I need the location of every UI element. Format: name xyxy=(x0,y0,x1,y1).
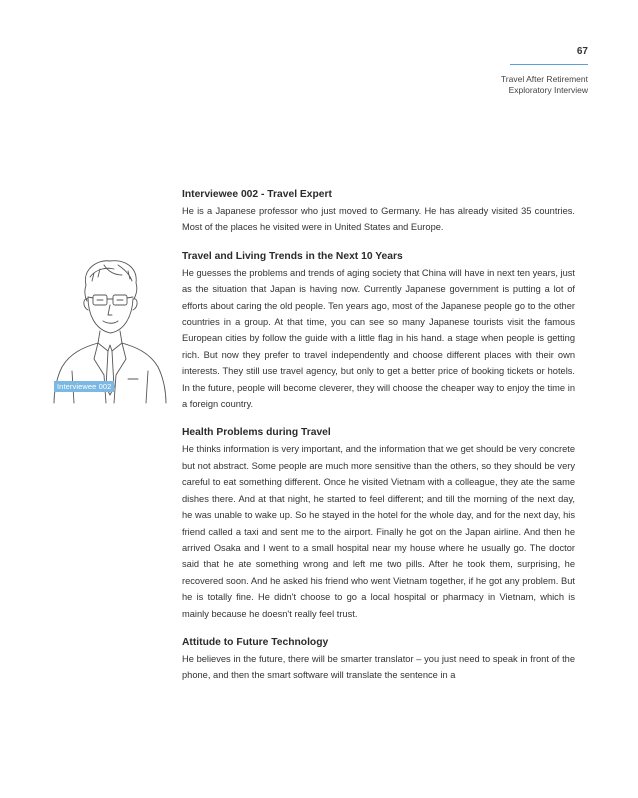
interview-content xyxy=(182,187,575,697)
section-travel-trends xyxy=(182,249,575,413)
section-title: Health Problems during Travel xyxy=(182,427,331,439)
section-future-technology xyxy=(182,635,575,684)
header-divider xyxy=(510,64,588,65)
header-title: Travel After Retirement xyxy=(500,74,588,84)
section-title: Attitude to Future Technology xyxy=(182,636,329,648)
section-interviewee-intro xyxy=(182,187,575,236)
portrait-label: Interviewee 002 xyxy=(54,381,114,392)
page-number: 67 xyxy=(576,46,588,57)
section-body: He is a Japanese professor who just moved to Germany. He has already visited 35 countries. Most of the places he visited were in United States and Europe. xyxy=(182,206,575,233)
section-health-problems xyxy=(182,425,575,621)
header-subtitle: Exploratory Interview xyxy=(508,85,588,95)
section-body: He thinks information is very important, and the information that we get should be very concrete but not abstract. Some people are much more sensitive than the others, so they should be very careful to eat something different. Once he visited Vietnam with a colleague, they ate the same dishes there. And at that night, he started to feel different; and till the morning of the next day, he was unable to wake up. So he stayed in the hotel for the whole day, and for the next day, his friend called a taxi and sent me to the airport. Finally he got on the Japan airline. And then he arrived Osaka and I went to a small hospital near my house where he usually go. The doctor said that he ate something wrong and left me two pills. After he took them, surprising, he recovered soon. And he asked his friend who went Vietnam together, if he got any problem. But he is totally fine. He didn't choose to go a local hospital or pharmacy in Vietnam, which is mainly because he doesn't really feel trust. xyxy=(182,444,575,619)
section-body: He believes in the future, there will be smarter translator – you just need to speak in front of the phone, and then the smart software will translate the sentence in a xyxy=(182,653,575,681)
page-header xyxy=(501,46,588,96)
section-title: Travel and Living Trends in the Next 10 Years xyxy=(182,250,403,262)
section-title: Interviewee 002 - Travel Expert xyxy=(182,189,332,200)
section-body: He guesses the problems and trends of aging society that China will have in next ten years, just as the situation that Japan is having now. Currently Japanese government is putting a lot of efforts about caring the old people. Ten years ago, most of the Japanese people go to the other countries in a group. At that time, you can see so many Japanese tourists visit the famous European cities by follow the guide with a little flag in his hand. a stage when people is getting rich. But now they prefer to travel independently and choose different places with their own interests. They still use travel agency, but only to get a better price of booking tickets or hotels. In the future, people will become cleverer, they will choose the cheaper way to enjoy the time in a foreign country. xyxy=(182,267,575,410)
